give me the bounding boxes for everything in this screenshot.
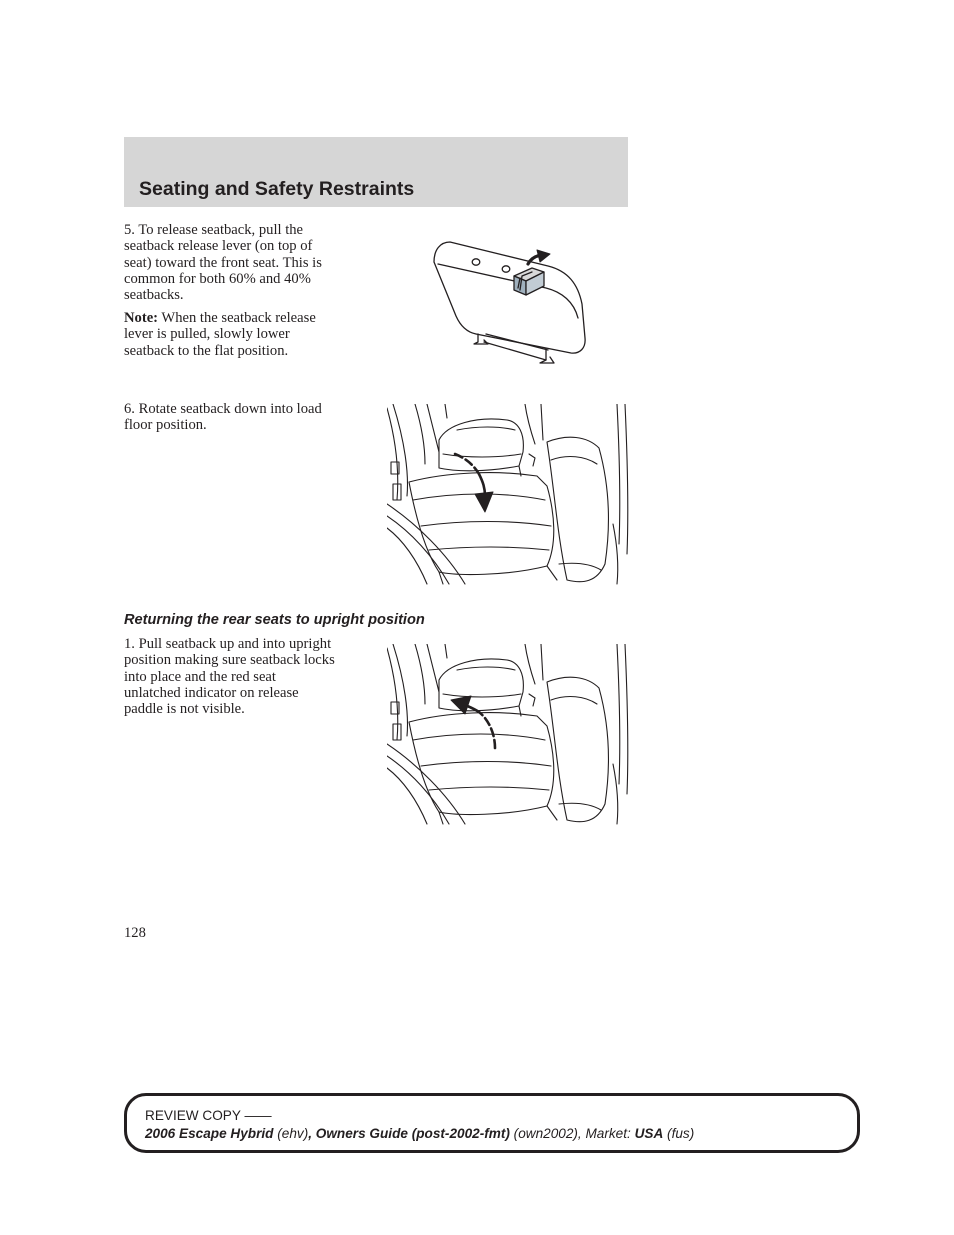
footer-separator: , xyxy=(308,1126,316,1141)
step-6-line: floor position. xyxy=(124,417,207,434)
note-line: lever is pulled, slowly lower xyxy=(124,326,290,343)
step-5-line: seatback release lever (on top of xyxy=(124,238,313,255)
returning-step-1-text xyxy=(124,636,335,717)
page-number: 128 xyxy=(124,925,146,941)
footer-guide: Owners Guide (post-2002-fmt) xyxy=(315,1126,510,1141)
step-5-line: common for both 60% and 40% xyxy=(124,270,311,287)
note-label: Note: xyxy=(124,310,159,326)
step-6-line: 6. Rotate seatback down into load xyxy=(124,401,322,417)
note-text xyxy=(124,310,316,359)
returning-line: into place and the red seat xyxy=(124,668,276,685)
step-5-line: seatbacks. xyxy=(124,287,184,304)
step-5-line: seat) toward the front seat. This is xyxy=(124,254,322,271)
step-5-line: 5. To release seatback, pull the xyxy=(124,222,304,238)
returning-line: unlatched indicator on release xyxy=(124,684,299,701)
returning-heading: Returning the rear seats to upright position xyxy=(124,612,425,628)
note-line: seatback to the flat position. xyxy=(124,342,289,359)
footer-text xyxy=(145,1107,694,1143)
footer-guide-code: (own2002) xyxy=(509,1126,578,1141)
section-header xyxy=(124,137,628,207)
footer-market: USA xyxy=(634,1126,664,1141)
step-6-text xyxy=(124,401,322,434)
returning-line: position making sure seatback locks xyxy=(124,652,335,669)
seat-fold-down-illustration xyxy=(387,404,629,586)
footer-review-label: REVIEW COPY —— xyxy=(145,1108,272,1123)
footer-market-code: (fus) xyxy=(663,1126,695,1141)
note-line: When the seatback release xyxy=(158,310,316,326)
footer-model: 2006 Escape Hybrid xyxy=(145,1126,274,1141)
returning-line: paddle is not visible. xyxy=(124,701,245,718)
returning-line: 1. Pull seatback up and into upright xyxy=(124,636,332,652)
footer-model-code: (ehv) xyxy=(273,1126,309,1141)
review-copy-footer xyxy=(124,1093,860,1153)
section-title: Seating and Safety Restraints xyxy=(139,178,415,200)
step-5-text xyxy=(124,222,322,303)
footer-market-label: , Market: xyxy=(577,1126,635,1141)
seatback-release-lever-illustration xyxy=(428,236,590,372)
seat-raise-upright-illustration xyxy=(387,644,629,826)
